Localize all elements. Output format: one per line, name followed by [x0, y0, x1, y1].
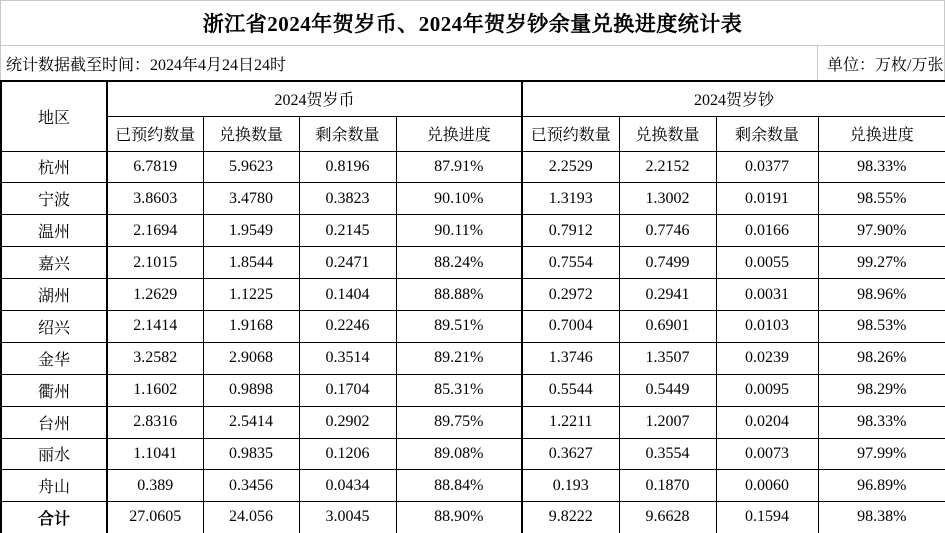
value-cell: 0.7912 — [522, 215, 619, 247]
region-cell: 台州 — [1, 406, 107, 438]
exchange-progress-table — [0, 80, 945, 533]
region-cell: 湖州 — [1, 279, 107, 311]
value-cell: 89.75% — [396, 406, 522, 438]
header-coin-progress: 兑换进度 — [396, 116, 522, 151]
value-cell: 9.6628 — [619, 502, 716, 533]
value-cell: 0.5449 — [619, 374, 716, 406]
value-cell: 2.2152 — [619, 151, 716, 183]
value-cell: 5.9623 — [203, 151, 299, 183]
header-note-reserved: 已预约数量 — [522, 116, 619, 151]
value-cell: 0.0204 — [716, 406, 818, 438]
header-group-row — [1, 81, 945, 116]
value-cell: 89.21% — [396, 342, 522, 374]
value-cell: 9.8222 — [522, 502, 619, 533]
value-cell: 88.88% — [396, 279, 522, 311]
value-cell: 0.2972 — [522, 279, 619, 311]
value-cell: 0.1404 — [299, 279, 396, 311]
region-cell: 舟山 — [1, 470, 107, 502]
value-cell: 0.0031 — [716, 279, 818, 311]
value-cell: 3.0045 — [299, 502, 396, 533]
value-cell: 0.3823 — [299, 183, 396, 215]
table-row — [1, 470, 945, 502]
value-cell: 2.1015 — [107, 247, 203, 279]
value-cell: 0.0055 — [716, 247, 818, 279]
value-cell: 1.1602 — [107, 374, 203, 406]
header-group-note: 2024贺岁钞 — [522, 81, 945, 116]
header-coin-exchanged: 兑换数量 — [203, 116, 299, 151]
value-cell: 1.2007 — [619, 406, 716, 438]
region-cell: 丽水 — [1, 438, 107, 470]
value-cell: 0.7499 — [619, 247, 716, 279]
value-cell: 0.1870 — [619, 470, 716, 502]
value-cell: 2.1694 — [107, 215, 203, 247]
value-cell: 0.7746 — [619, 215, 716, 247]
region-cell: 温州 — [1, 215, 107, 247]
value-cell: 1.3507 — [619, 342, 716, 374]
value-cell: 98.29% — [818, 374, 945, 406]
value-cell: 90.10% — [396, 183, 522, 215]
value-cell: 89.08% — [396, 438, 522, 470]
region-cell: 金华 — [1, 342, 107, 374]
value-cell: 0.2902 — [299, 406, 396, 438]
data-cutoff-label: 统计数据截至时间：2024年4月24日24时 — [6, 56, 287, 74]
value-cell: 24.056 — [203, 502, 299, 533]
value-cell: 1.2629 — [107, 279, 203, 311]
page-title: 浙江省2024年贺岁币、2024年贺岁钞余量兑换进度统计表 — [202, 12, 743, 36]
value-cell: 0.0073 — [716, 438, 818, 470]
title-block — [0, 0, 945, 45]
header-note-progress: 兑换进度 — [818, 116, 945, 151]
value-cell: 1.9549 — [203, 215, 299, 247]
value-cell: 89.51% — [396, 310, 522, 342]
value-cell: 1.1225 — [203, 279, 299, 311]
table-row — [1, 374, 945, 406]
value-cell: 0.0377 — [716, 151, 818, 183]
value-cell: 0.7554 — [522, 247, 619, 279]
value-cell: 1.3002 — [619, 183, 716, 215]
value-cell: 0.0166 — [716, 215, 818, 247]
value-cell: 3.4780 — [203, 183, 299, 215]
value-cell: 0.1704 — [299, 374, 396, 406]
table-row — [1, 279, 945, 311]
table-row — [1, 151, 945, 183]
value-cell: 97.90% — [818, 215, 945, 247]
value-cell: 0.389 — [107, 470, 203, 502]
value-cell: 98.33% — [818, 151, 945, 183]
table-row — [1, 342, 945, 374]
header-group-coin: 2024贺岁币 — [107, 81, 522, 116]
value-cell: 0.0191 — [716, 183, 818, 215]
table-row — [1, 438, 945, 470]
region-cell: 绍兴 — [1, 310, 107, 342]
value-cell: 1.1041 — [107, 438, 203, 470]
value-cell: 97.99% — [818, 438, 945, 470]
value-cell: 0.0095 — [716, 374, 818, 406]
value-cell: 0.3627 — [522, 438, 619, 470]
value-cell: 0.3554 — [619, 438, 716, 470]
value-cell: 0.1594 — [716, 502, 818, 533]
value-cell: 96.89% — [818, 470, 945, 502]
header-region-cell: 地区 — [1, 81, 107, 151]
value-cell: 3.8603 — [107, 183, 203, 215]
table-row — [1, 310, 945, 342]
region-cell: 宁波 — [1, 183, 107, 215]
table-row — [1, 502, 945, 533]
value-cell: 2.5414 — [203, 406, 299, 438]
value-cell: 1.8544 — [203, 247, 299, 279]
value-cell: 0.7004 — [522, 310, 619, 342]
value-cell: 98.55% — [818, 183, 945, 215]
value-cell: 98.26% — [818, 342, 945, 374]
value-cell: 0.9898 — [203, 374, 299, 406]
meta-row — [0, 45, 945, 80]
value-cell: 88.24% — [396, 247, 522, 279]
table-body — [1, 151, 945, 533]
value-cell: 88.90% — [396, 502, 522, 533]
value-cell: 99.27% — [818, 247, 945, 279]
value-cell: 0.0434 — [299, 470, 396, 502]
value-cell: 98.33% — [818, 406, 945, 438]
value-cell: 0.5544 — [522, 374, 619, 406]
value-cell: 0.0239 — [716, 342, 818, 374]
region-cell: 杭州 — [1, 151, 107, 183]
header-columns-row — [1, 116, 945, 151]
value-cell: 6.7819 — [107, 151, 203, 183]
value-cell: 0.2246 — [299, 310, 396, 342]
header-coin-reserved: 已预约数量 — [107, 116, 203, 151]
table-header — [1, 81, 945, 151]
value-cell: 1.2211 — [522, 406, 619, 438]
value-cell: 2.8316 — [107, 406, 203, 438]
value-cell: 0.193 — [522, 470, 619, 502]
value-cell: 0.0060 — [716, 470, 818, 502]
header-coin-remaining: 剩余数量 — [299, 116, 396, 151]
header-note-remaining: 剩余数量 — [716, 116, 818, 151]
value-cell: 0.0103 — [716, 310, 818, 342]
value-cell: 0.2145 — [299, 215, 396, 247]
value-cell: 98.96% — [818, 279, 945, 311]
value-cell: 0.2471 — [299, 247, 396, 279]
value-cell: 0.9835 — [203, 438, 299, 470]
value-cell: 87.91% — [396, 151, 522, 183]
table-row — [1, 406, 945, 438]
value-cell: 2.1414 — [107, 310, 203, 342]
value-cell: 0.1206 — [299, 438, 396, 470]
value-cell: 0.3456 — [203, 470, 299, 502]
region-cell: 嘉兴 — [1, 247, 107, 279]
region-cell: 衢州 — [1, 374, 107, 406]
value-cell: 88.84% — [396, 470, 522, 502]
unit-label: 单位：万枚/万张 — [817, 46, 944, 80]
value-cell: 2.2529 — [522, 151, 619, 183]
table-row — [1, 215, 945, 247]
value-cell: 90.11% — [396, 215, 522, 247]
value-cell: 1.3193 — [522, 183, 619, 215]
value-cell: 1.3746 — [522, 342, 619, 374]
value-cell: 98.38% — [818, 502, 945, 533]
value-cell: 3.2582 — [107, 342, 203, 374]
value-cell: 2.9068 — [203, 342, 299, 374]
header-note-exchanged: 兑换数量 — [619, 116, 716, 151]
value-cell: 0.2941 — [619, 279, 716, 311]
table-row — [1, 183, 945, 215]
value-cell: 1.9168 — [203, 310, 299, 342]
value-cell: 27.0605 — [107, 502, 203, 533]
region-cell: 合计 — [1, 502, 107, 533]
value-cell: 0.3514 — [299, 342, 396, 374]
value-cell: 85.31% — [396, 374, 522, 406]
value-cell: 98.53% — [818, 310, 945, 342]
value-cell: 0.6901 — [619, 310, 716, 342]
table-row — [1, 247, 945, 279]
value-cell: 0.8196 — [299, 151, 396, 183]
